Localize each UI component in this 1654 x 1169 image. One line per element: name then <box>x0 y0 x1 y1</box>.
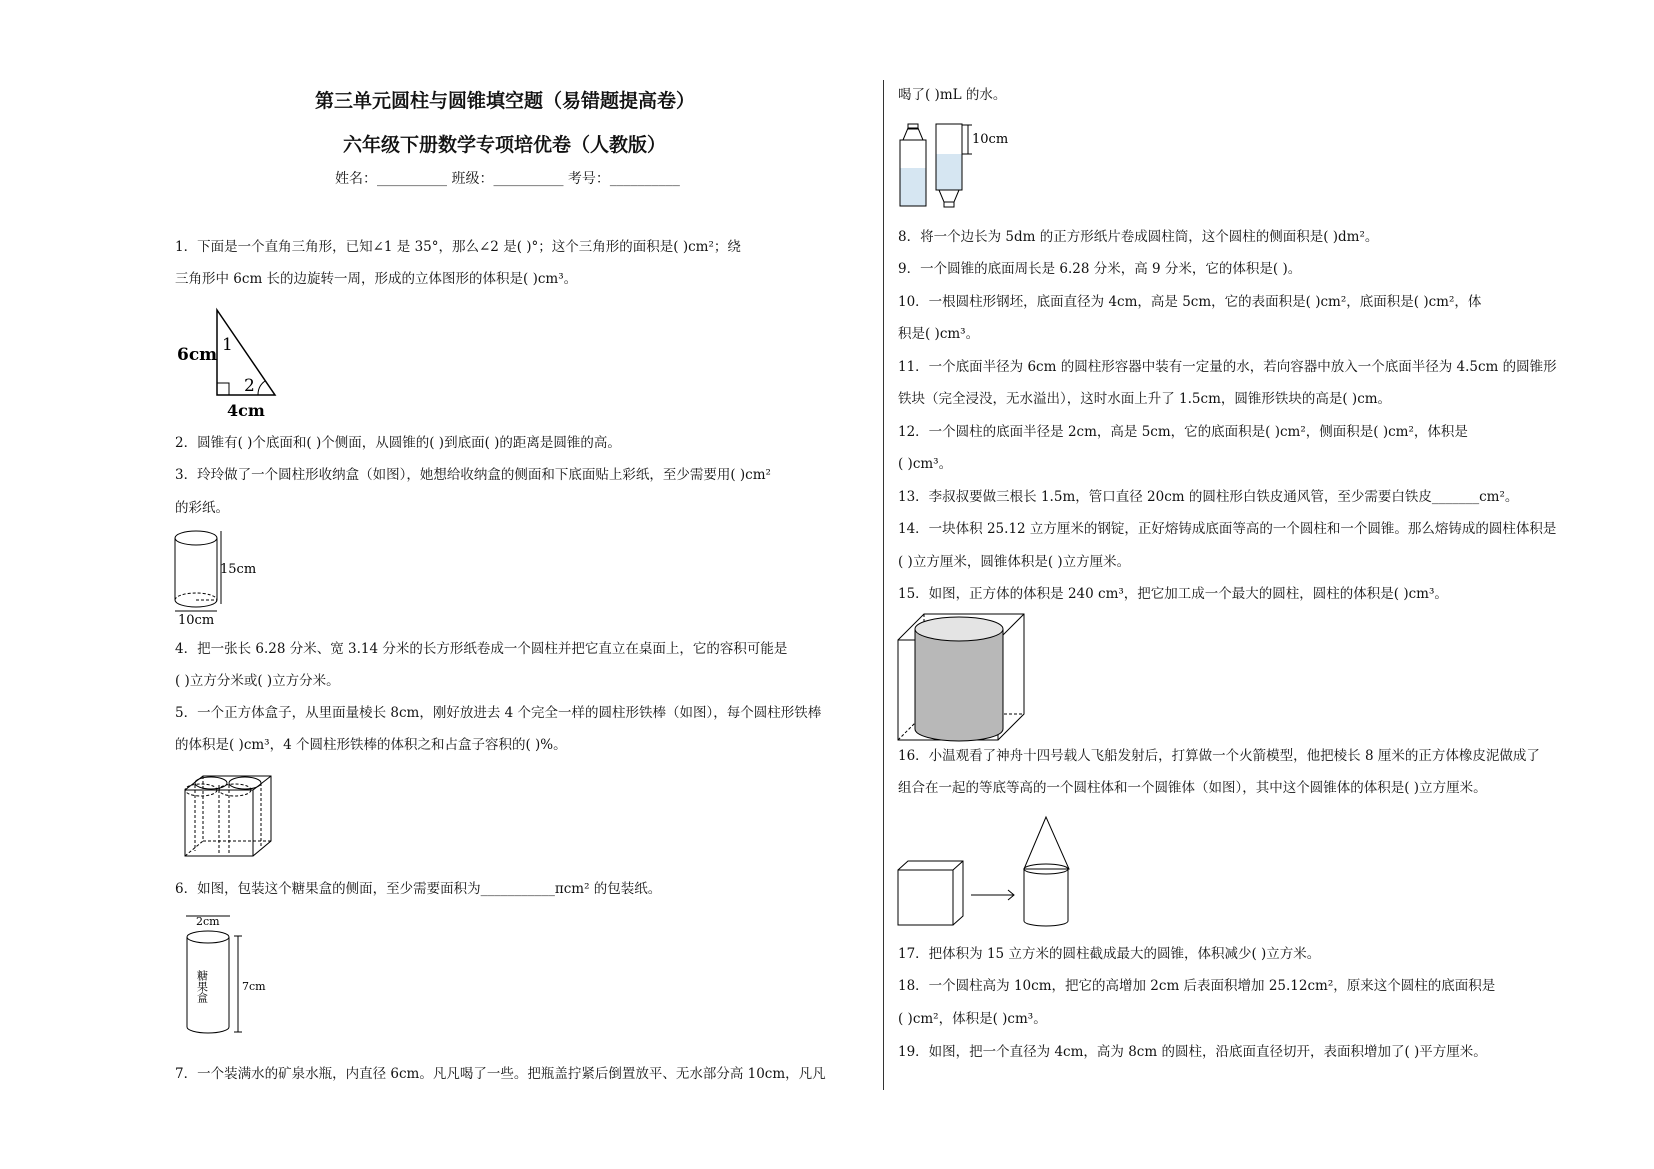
bottle-height-label: 10cm <box>972 132 1009 147</box>
candy-height-label: 7cm <box>242 980 266 993</box>
question-5-line-1: 5．一个正方体盒子，从里面量棱长 8cm，刚好放进去 4 个完全一样的圆柱形铁棒（如图），每个圆柱形铁棒 <box>175 705 822 721</box>
question-18-line-1: 18．一个圆柱高为 10cm，把它的高增加 2cm 后表面积增加 25.12cm²，原来这个圆柱的底面积是 <box>898 978 1496 994</box>
question-10-line-1: 10．一根圆柱形钢坯，底面直径为 4cm，高是 5cm，它的表面积是( )cm²，底面积是( )cm²，体 <box>898 294 1482 310</box>
question-7-line-1: 7．一个装满水的矿泉水瓶，内直径 6cm。凡凡喝了一些。把瓶盖拧紧后倒置放平、无水部分高 10cm，凡凡 <box>175 1066 826 1082</box>
storage-box-figure <box>172 528 262 626</box>
question-1-line-1: 1．下面是一个直角三角形，已知∠1 是 35°，那么∠2 是( )°；这个三角形的面积是( )cm²；绕 <box>175 239 741 255</box>
question-9: 9．一个圆锥的底面周长是 6.28 分米，高 9 分米，它的体积是( )。 <box>898 261 1302 277</box>
question-17: 17．把体积为 15 立方米的圆柱截成最大的圆锥，体积减少( )立方米。 <box>898 946 1321 962</box>
question-2: 2．圆锥有( )个底面和( )个侧面，从圆锥的( )到底面( )的距离是圆锥的高。 <box>175 435 621 451</box>
triangle-angle-1: 1 <box>222 335 233 355</box>
question-3-line-2: 的彩纸。 <box>175 500 229 516</box>
column-divider <box>883 80 884 1090</box>
triangle-angle-2: 2 <box>244 376 255 396</box>
question-14-line-2: ( )立方厘米，圆锥体积是( )立方厘米。 <box>898 554 1131 570</box>
question-4-line-1: 4．把一张长 6.28 分米、宽 3.14 分米的长方形纸卷成一个圆柱并把它直立在桌面上，它的容积可能是 <box>175 641 788 657</box>
question-3-line-1: 3．玲玲做了一个圆柱形收纳盒（如图），她想给收纳盒的侧面和下底面贴上彩纸，至少需要用( )cm² <box>175 467 771 483</box>
question-11-line-2: 铁块（完全浸没，无水溢出），这时水面上升了 1.5cm，圆锥形铁块的高是( )cm。 <box>898 391 1392 407</box>
question-12-line-1: 12．一个圆柱的底面半径是 2cm，高是 5cm，它的底面积是( )cm²，侧面积是( )cm²，体积是 <box>898 424 1468 440</box>
question-16-line-2: 组合在一起的等底等高的一个圆柱体和一个圆锥体（如图），其中这个圆锥体的体积是( )立方厘米。 <box>898 780 1487 796</box>
question-12-line-2: ( )cm³。 <box>898 456 953 472</box>
candy-box-label: 糖果盒 <box>195 970 209 1003</box>
question-5-line-2: 的体积是( )cm³，4 个圆柱形铁棒的体积之和占盒子容积的( )%。 <box>175 737 567 753</box>
cube-with-rods-figure <box>183 773 275 861</box>
question-4-line-2: ( )立方分米或( )立方分米。 <box>175 673 340 689</box>
question-16-line-1: 16．小温观看了神舟十四号载人飞船发射后，打算做一个火箭模型，他把棱长 8 厘米的正方体橡皮泥做成了 <box>898 748 1540 764</box>
question-15: 15．如图，正方体的体积是 240 cm³，把它加工成一个最大的圆柱，圆柱的体积是( )cm³。 <box>898 586 1448 602</box>
candy-box-figure <box>180 912 280 1042</box>
question-8: 8．将一个边长为 5dm 的正方形纸片卷成圆柱筒，这个圆柱的侧面积是( )dm²。 <box>898 229 1379 245</box>
question-14-line-1: 14．一块体积 25.12 立方厘米的钢锭，正好熔铸成底面等高的一个圆柱和一个圆锥。那么熔铸成的圆柱体积是 <box>898 521 1557 537</box>
right-triangle-figure <box>172 305 292 420</box>
question-13: 13．李叔叔要做三根长 1.5m，管口直径 20cm 的圆柱形白铁皮通风管，至少需要白铁皮_______cm²。 <box>898 489 1519 505</box>
candy-diameter-label: 2cm <box>196 915 220 928</box>
cube-cylinder-figure <box>896 612 1026 742</box>
question-7-line-2: 喝了( )mL 的水。 <box>898 87 1007 103</box>
cube-to-rocket-figure <box>896 815 1086 930</box>
question-10-line-2: 积是( )cm³。 <box>898 326 980 342</box>
page-subtitle: 六年级下册数学专项培优卷（人教版） <box>343 134 667 156</box>
question-1-line-2: 三角形中 6cm 长的边旋转一周，形成的立体图形的体积是( )cm³。 <box>175 271 578 287</box>
triangle-height-label: 6cm <box>177 345 218 365</box>
box-height-label: 15cm <box>220 562 257 577</box>
box-diameter-label: 10cm <box>178 613 215 626</box>
question-11-line-1: 11．一个底面半径为 6cm 的圆柱形容器中装有一定量的水，若向容器中放入一个底面半径为 4.5cm 的圆锥形 <box>898 359 1557 375</box>
question-18-line-2: ( )cm²，体积是( )cm³。 <box>898 1011 1047 1027</box>
triangle-base-label: 4cm <box>227 401 265 420</box>
page-title: 第三单元圆柱与圆锥填空题（易错题提高卷） <box>315 90 696 112</box>
student-info-line: 姓名：__________ 班级：__________ 考号：__________ <box>335 171 680 187</box>
question-6: 6．如图，包装这个糖果盒的侧面，至少需要面积为___________πcm² 的包装纸。 <box>175 881 662 897</box>
question-19: 19．如图，把一个直径为 4cm，高为 8cm 的圆柱，沿底面直径切开，表面积增加了( )平方厘米。 <box>898 1044 1487 1060</box>
water-bottle-figure <box>898 122 1018 210</box>
